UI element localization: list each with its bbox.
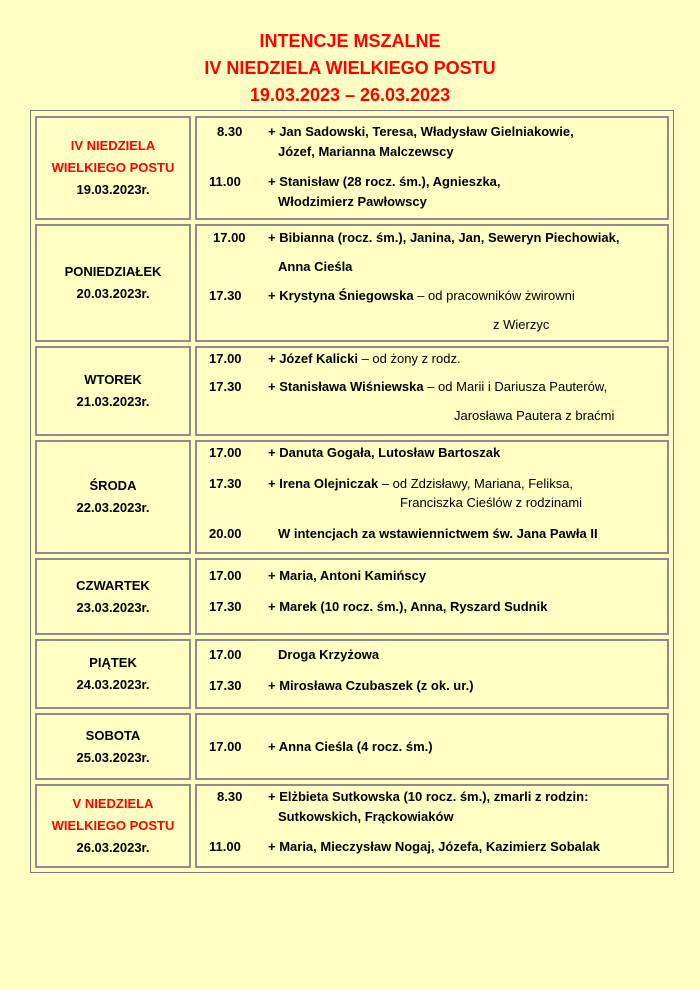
day-date: 20.03.2023r. (76, 286, 150, 301)
masses-cell (195, 784, 669, 868)
day-date: 25.03.2023r. (76, 749, 150, 765)
mass-time: 20.00 (209, 526, 242, 541)
mass-time: 17.00 (209, 445, 242, 460)
mass-time: 17.00 (213, 230, 246, 245)
mass-intention-cont: Anna Cieśla (278, 259, 353, 274)
day-date: 22.03.2023r. (76, 500, 150, 515)
mass-intention-cont: Sutkowskich, Frąckowiaków (278, 809, 454, 824)
mass-time: 17.30 (209, 476, 242, 491)
mass-intention: W intencjach za wstawiennictwem św. Jana Pawła II (278, 526, 598, 541)
masses-cell (195, 713, 669, 780)
mass-time: 17.30 (209, 599, 242, 614)
day-name: ŚRODA (89, 478, 137, 493)
mass-intention: + Jan Sadowski, Teresa, Władysław Gielniakowie, (268, 124, 574, 139)
day-row-monday (35, 224, 669, 342)
mass-time: 11.00 (209, 839, 241, 854)
mass-intention: + Anna Cieśla (4 rocz. śm.) (268, 739, 433, 754)
mass-intention: + Stanisława Wiśniewska – od Marii i Dariusza Pauterów, (268, 379, 608, 394)
mass-time: 17.30 (209, 379, 242, 394)
day-name: IV NIEDZIELA (70, 138, 156, 153)
masses-cell (195, 116, 669, 220)
mass-intention-cont: z Wierzyc (493, 317, 550, 332)
mass-time: 17.30 (209, 678, 242, 693)
day-name: PONIEDZIAŁEK (64, 264, 162, 279)
mass-time: 8.30 (217, 789, 243, 804)
day-row-saturday (35, 713, 669, 780)
mass-intention: Droga Krzyżowa (278, 647, 380, 662)
mass-intention: + Maria, Mieczysław Nogaj, Józefa, Kazimierz Sobalak (268, 839, 600, 854)
day-name: PIĄTEK (89, 655, 137, 670)
mass-intention-cont: Józef, Marianna Malczewscy (278, 144, 454, 159)
day-row-sunday-2 (35, 784, 669, 868)
masses-cell (195, 224, 669, 342)
day-name-2: WIELKIEGO POSTU (51, 818, 175, 833)
mass-intention: + Józef Kalicki – od żony z rodz. (268, 351, 461, 366)
mass-intention-cont: Włodzimierz Pawłowscy (278, 194, 427, 209)
page-header (0, 28, 700, 109)
mass-intention-cont: Franciszka Cieślów z rodzinami (400, 495, 583, 510)
day-date: 21.03.2023r. (76, 394, 150, 409)
day-cell (35, 440, 191, 554)
day-name-2: WIELKIEGO POSTU (51, 160, 175, 175)
day-cell (35, 224, 191, 342)
day-name: SOBOTA (85, 727, 141, 743)
day-cell (35, 713, 191, 780)
masses-cell (195, 346, 669, 436)
day-row-sunday-1 (35, 116, 669, 220)
mass-time: 17.00 (209, 647, 242, 662)
day-name: WTOREK (84, 372, 142, 387)
day-date: 24.03.2023r. (76, 677, 150, 692)
day-name: CZWARTEK (76, 577, 150, 593)
masses-cell (195, 440, 669, 554)
mass-time: 8.30 (217, 124, 243, 139)
day-cell (35, 346, 191, 436)
day-date: 19.03.2023r. (76, 182, 150, 197)
masses-cell (195, 558, 669, 635)
mass-time: 17.30 (209, 288, 242, 303)
mass-intention: + Danuta Gogała, Lutosław Bartoszak (268, 445, 501, 460)
mass-intention: + Mirosława Czubaszek (z ok. ur.) (268, 678, 474, 693)
day-row-friday (35, 639, 669, 709)
day-name: V NIEDZIELA (72, 796, 154, 811)
mass-intention: + Marek (10 rocz. śm.), Anna, Ryszard Sudnik (268, 599, 548, 614)
mass-intention: + Krystyna Śniegowska – od pracowników żwirowni (268, 288, 575, 303)
mass-intention-cont: Jarosława Pautera z braćmi (454, 408, 615, 423)
mass-time: 11.00 (209, 174, 241, 189)
masses-cell (195, 639, 669, 709)
mass-intention: + Irena Olejniczak – od Zdzisławy, Mariana, Feliksa, (268, 476, 574, 491)
mass-intention: + Stanisław (28 rocz. śm.), Agnieszka, (268, 174, 501, 189)
day-date: 26.03.2023r. (76, 840, 150, 855)
day-row-tuesday (35, 346, 669, 436)
day-row-thursday (35, 558, 669, 635)
date-range: 19.03.2023 – 26.03.2023 (249, 85, 451, 105)
mass-intention: + Elżbieta Sutkowska (10 rocz. śm.), zmarli z rodzin: (268, 789, 589, 804)
page-subtitle: IV NIEDZIELA WIELKIEGO POSTU (204, 58, 496, 78)
day-cell (35, 558, 191, 635)
mass-intention: + Maria, Antoni Kamińscy (268, 568, 427, 583)
mass-time: 17.00 (209, 739, 242, 754)
mass-intention: + Bibianna (rocz. śm.), Janina, Jan, Seweryn Piechowiak, (268, 230, 620, 245)
mass-time: 17.00 (209, 568, 242, 583)
mass-time: 17.00 (209, 351, 242, 366)
day-cell (35, 116, 191, 220)
day-cell (35, 639, 191, 709)
day-date: 23.03.2023r. (76, 599, 150, 615)
page-title: INTENCJE MSZALNE (259, 31, 441, 51)
schedule-table (30, 110, 674, 873)
day-row-wednesday (35, 440, 669, 554)
day-cell (35, 784, 191, 868)
